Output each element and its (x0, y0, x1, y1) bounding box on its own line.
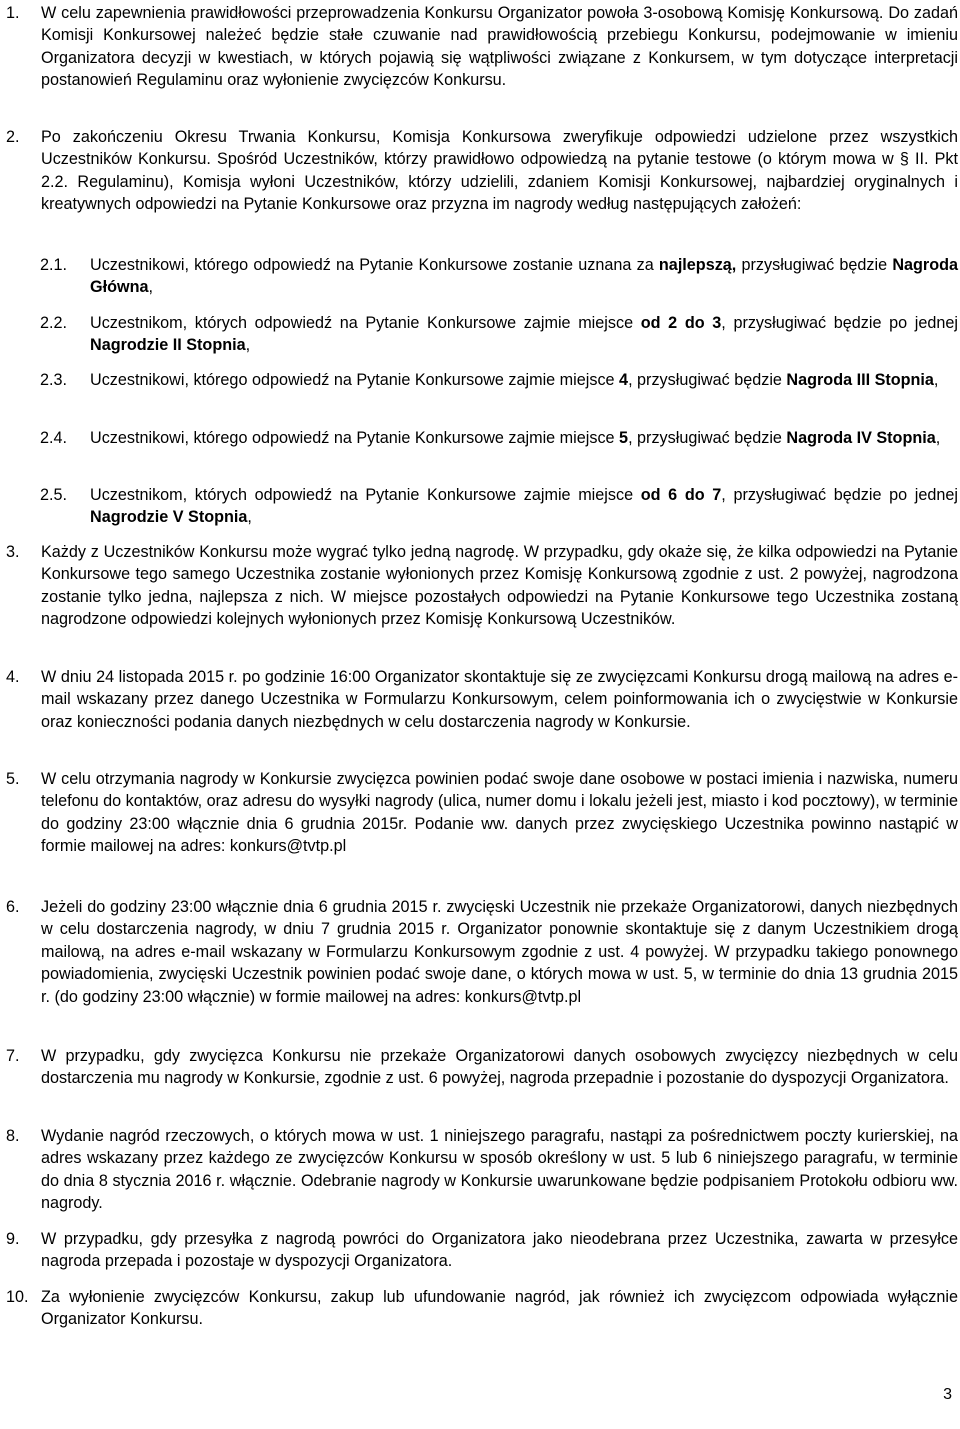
point-text: W przypadku, gdy zwycięzca Konkursu nie przekaże Organizatorowi danych osobowych zwycięzcy niezbędnych w celu dostarczenia mu nagrody w Konkursie, zgodnie z ust. 6 powyżej, nagroda przepadnie i pozostanie do dyspozycji Organizatora. (41, 1047, 958, 1088)
point-text: W celu otrzymania nagrody w Konkursie zwycięzca powinien podać swoje dane osobowe w postaci imienia i nazwiska, numeru telefonu do kontaktów, oraz adresu do wysyłki nagrody (ulica, numer domu i lokalu jeżeli jest, miasto i kod pocztowy), w terminie do godziny 23:00 włącznie dnia 6 grudnia 2015r. Podanie ww. danych przez zwycięskiego Uczestnika powinno nastąpić w formie mailowej na adres: konkurs@tvtp.pl (41, 770, 958, 856)
point-text: Jeżeli do godziny 23:00 włącznie dnia 6 grudnia 2015 r. zwycięski Uczestnik nie przekaże Organizatorowi, danych niezbędnych w celu dostarczenia nagrody, w dniu 7 grudnia 2015 r. Organizator ponownie skontaktuje się z danym Uczestnikiem drogą mailową, na adres e-mail wskazany w Formularzu Konkursowym zgodnie z ust. 4 powyżej. W przypadku takiego ponownego powiadomienia, zwycięski Uczestnik powinien podać swoje dane, o których mowa w ust. 5, w terminie do dnia 13 grudnia 2015 r. (do godziny 23:00 włącznie) w formie mailowej na adres: konkurs@tvtp.pl (41, 898, 958, 1006)
subpoint-2-4 (40, 427, 958, 449)
point-number: 5. (6, 770, 20, 788)
point-number: 8. (6, 1127, 20, 1145)
point-1 (0, 2, 958, 92)
subpoint-text: Uczestnikowi, którego odpowiedź na Pytanie Konkursowe zostanie uznana za najlepszą, przysługiwać będzie Nagroda Główna, (90, 256, 958, 297)
point-number: 7. (6, 1047, 20, 1065)
point-number: 10. (6, 1288, 29, 1306)
point-7 (0, 1045, 958, 1090)
subpoint-text: Uczestnikowi, którego odpowiedź na Pytanie Konkursowe zajmie miejsce 5, przysługiwać będzie Nagroda IV Stopnia, (90, 429, 941, 447)
subpoint-number: 2.2. (40, 314, 68, 332)
subpoint-text: Uczestnikom, których odpowiedź na Pytanie Konkursowe zajmie miejsce od 6 do 7, przysługiwać będzie po jednej Nagrodzie V Stopnia, (90, 486, 958, 527)
point-9 (0, 1228, 958, 1273)
point-number: 9. (6, 1230, 20, 1248)
subpoint-number: 2.1. (40, 256, 68, 274)
subpoint-2-3 (40, 369, 958, 391)
point-text: Każdy z Uczestników Konkursu może wygrać tylko jedną nagrodę. W przypadku, gdy okaże się, że kilka odpowiedzi na Pytanie Konkursowe tego samego Uczestnika zostanie wyłonionych przez Komisję Konkursową zgodnie z ust. 2 powyżej, nagrodzona zostanie tylko jedna, najlepsza z nich. W miejsce pozostałych odpowiedzi na Pytanie Konkursowe tego Uczestnika zostaną nagrodzone odpowiedzi kolejnych wyłonionych przez Komisję Konkursową Uczestników. (41, 543, 958, 629)
point-8 (0, 1125, 958, 1215)
subpoint-2-2 (40, 312, 958, 357)
subpoint-number: 2.4. (40, 429, 68, 447)
point-5 (0, 768, 958, 858)
subpoint-text: Uczestnikom, których odpowiedź na Pytanie Konkursowe zajmie miejsce od 2 do 3, przysługiwać będzie po jednej Nagrodzie II Stopnia, (90, 314, 958, 355)
subpoint-2-1 (40, 254, 958, 299)
point-2 (0, 126, 958, 216)
point-number: 1. (6, 4, 20, 22)
page-number: 3 (943, 1386, 952, 1403)
point-10 (0, 1286, 958, 1331)
point-text: Po zakończeniu Okresu Trwania Konkursu, Komisja Konkursowa zweryfikuje odpowiedzi udzielone przez wszystkich Uczestników Konkursu. Spośród Uczestników, którzy prawidłowo odpowiedzą na pytanie testowe (o którym mowa w § II. Pkt 2.2. Regulaminu), Komisja wyłoni Uczestników, którzy udzielili, zdaniem Komisji Konkursowej, najbardziej oryginalnych i kreatywnych odpowiedzi na Pytanie Konkursowe oraz przyzna im nagrody według następujących założeń: (41, 128, 958, 214)
point-number: 4. (6, 668, 20, 686)
subpoint-number: 2.5. (40, 486, 68, 504)
point-4 (0, 666, 958, 733)
point-text: W celu zapewnienia prawidłowości przeprowadzenia Konkursu Organizator powoła 3-osobową Komisję Konkursową. Do zadań Komisji Konkursowej należeć będzie stałe czuwanie nad prawidłowością przebiegu Konkursu, podejmowanie w imieniu Organizatora decyzji w kwestiach, w których pojawią się wątpliwości związane z Konkursem, w tym dotyczące interpretacji postanowień Regulaminu oraz wyłonienie zwycięzców Konkursu. (41, 4, 958, 90)
point-6 (0, 896, 958, 1008)
point-number: 6. (6, 898, 20, 916)
point-text: W dniu 24 listopada 2015 r. po godzinie 16:00 Organizator skontaktuje się ze zwycięzcami Konkursu drogą mailową na adres e-mail wskazany przez danego Uczestnika w Formularzu Konkursowym, celem poinformowania ich o zwycięstwie w Konkursie oraz konieczności podania danych niezbędnych w celu dostarczenia nagrody w Konkursie. (41, 668, 958, 731)
point-text: Za wyłonienie zwycięzców Konkursu, zakup lub ufundowanie nagród, jak również ich zwycięzcom odpowiada wyłącznie Organizator Konkursu. (41, 1288, 958, 1329)
point-3 (0, 541, 958, 631)
subpoint-number: 2.3. (40, 371, 68, 389)
point-number: 2. (6, 128, 20, 146)
subpoint-text: Uczestnikowi, którego odpowiedź na Pytanie Konkursowe zajmie miejsce 4, przysługiwać będzie Nagroda III Stopnia, (90, 371, 939, 389)
point-text: Wydanie nagród rzeczowych, o których mowa w ust. 1 niniejszego paragrafu, nastąpi za pośrednictwem poczty kurierskiej, na adres wskazany przez każdego ze zwycięzców Konkursu w sposób określony w ust. 5 lub 6 niniejszego paragrafu, w terminie do dnia 8 stycznia 2016 r. włącznie. Odebranie nagrody w Konkursie uwarunkowane będzie podpisaniem Protokołu odbioru ww. nagrody. (41, 1127, 958, 1213)
point-text: W przypadku, gdy przesyłka z nagrodą powróci do Organizatora jako nieodebrana przez Uczestnika, zawarta w przesyłce nagroda przepada i pozostaje w dyspozycji Organizatora. (41, 1230, 958, 1271)
point-number: 3. (6, 543, 20, 561)
subpoint-2-5 (40, 484, 958, 529)
